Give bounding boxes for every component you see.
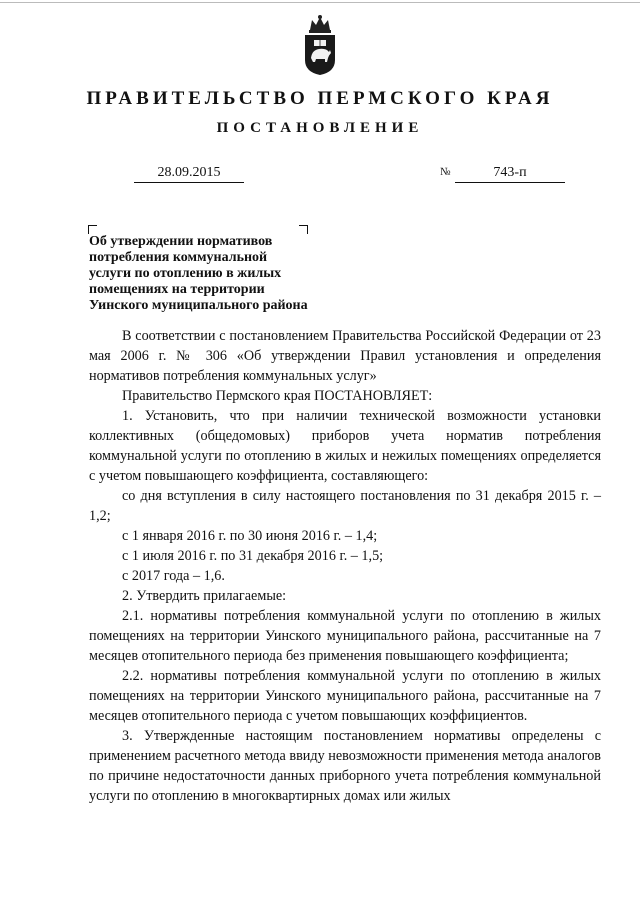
- item-1d-paragraph: с 2017 года – 1,6.: [122, 568, 225, 584]
- item-1-paragraph: 1. Установить, что при наличии технической возможности установки коллективных (общедомовых) приборов учета норматив потребления коммунальной услуги по отоплению в жилых и нежилых помещениях определяется с учетом повышающего коэффициента, составляющего:: [89, 408, 601, 484]
- preamble-paragraph: В соответствии с постановлением Правительства Российской Федерации от 23 мая 2006 г. № 306 «Об утверждении Правил установления и определения нормативов потребления коммунальных услуг»: [89, 328, 601, 384]
- government-title: ПРАВИТЕЛЬСТВО ПЕРМСКОГО КРАЯ: [86, 88, 554, 109]
- scan-edge-line: [0, 2, 640, 3]
- item-1c-paragraph: с 1 июля 2016 г. по 31 декабря 2016 г. – 1,5;: [122, 548, 384, 564]
- item-1a-paragraph: со дня вступления в силу настоящего постановления по 31 декабря 2015 г. – 1,2;: [89, 488, 601, 524]
- subject-line: услуги по отоплению в жилых: [89, 266, 282, 281]
- decree-paragraph: Правительство Пермского края ПОСТАНОВЛЯЕТ:: [122, 388, 433, 404]
- subject-bracket-left: [88, 225, 97, 234]
- number-label: №: [440, 166, 451, 178]
- document-type: ПОСТАНОВЛЕНИЕ: [216, 120, 424, 136]
- subject-line: потребления коммунальной: [89, 250, 268, 265]
- document-body: [89, 326, 601, 806]
- subject-line: Уинского муниципального района: [89, 298, 308, 313]
- item-3-paragraph: 3. Утвержденные настоящим постановлением нормативы определены с применением расчетного метода ввиду невозможности применения метода аналогов по причине недостаточности данных приборного учета потребления коммунальной услуги по отоплению в многоквартирных домах или жилых: [89, 728, 601, 804]
- document-number: 743-п: [455, 164, 565, 183]
- subject-line: Об утверждении нормативов: [89, 234, 273, 249]
- subject-bracket-right: [299, 225, 308, 234]
- subject-line: помещениях на территории: [89, 282, 265, 297]
- item-2-2-paragraph: 2.2. нормативы потребления коммунальной услуги по отоплению в жилых помещениях на территории Уинского муниципального района, рассчитанные на 7 месяцев отопительного периода с учетом повышающих коэффициентов.: [89, 668, 601, 724]
- document-subject: [89, 234, 339, 314]
- document-date: 28.09.2015: [134, 164, 244, 183]
- item-1b-paragraph: с 1 января 2016 г. по 30 июня 2016 г. – 1,4;: [122, 528, 378, 544]
- item-2-paragraph: 2. Утвердить прилагаемые:: [122, 588, 287, 604]
- item-2-1-paragraph: 2.1. нормативы потребления коммунальной услуги по отоплению в жилых помещениях на территории Уинского муниципального района, рассчитанные на 7 месяцев отопительного периода без применения повышающего коэффициента;: [89, 608, 601, 664]
- perm-krai-coat-of-arms-icon: [300, 14, 340, 76]
